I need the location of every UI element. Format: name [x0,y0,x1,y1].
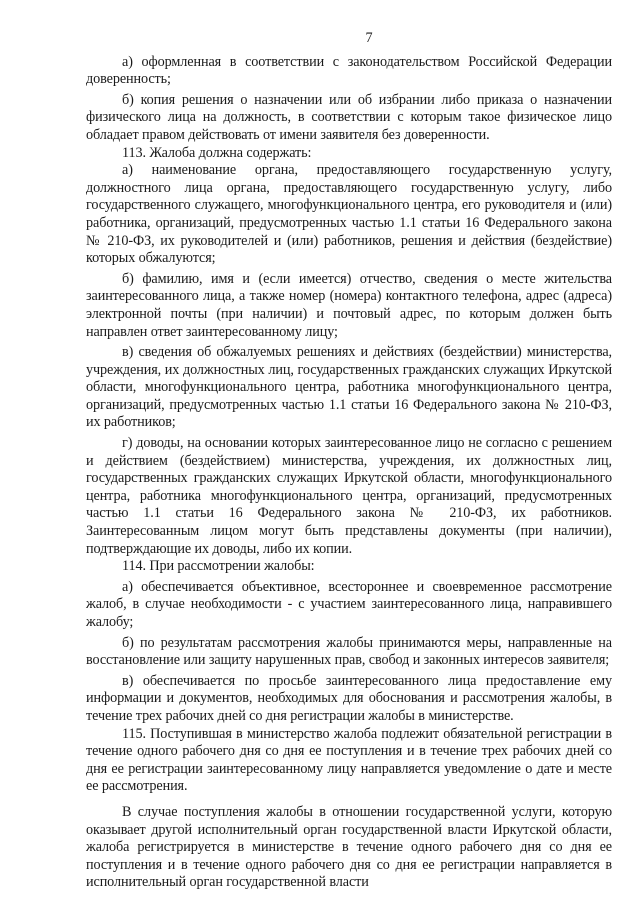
page-number: 7 [365,30,373,46]
paragraph-115: 115. Поступившая в министерство жалоба подлежит обязательной регистрации в течение одного рабочего дня со дня ее поступления и в течение трех рабочих дней со дня ее регистрации заинтересованному лицу направляется уведомление о дате и месте ее рассмотрения. [86,725,612,795]
paragraph-113-a: а) наименование органа, предоставляющего государственную услугу, должностного лица органа, предоставляющего государственную услугу, либо государственного служащего, многофункционального центра, его руководителя и (или) работника, организаций, предусмотренных частью 1.1 статьи 16 Федерального закона № 210-ФЗ, их руководителей и (или) работников, решения и действия (бездействие) которых обжалуются; [86,162,612,267]
paragraph-113-heading: 113. Жалоба должна содержать: [122,144,312,161]
paragraph-112-a: а) оформленная в соответствии с законодательством Российской Федерации доверенность; [86,53,612,88]
paragraph-113-b: б) фамилию, имя и (если имеется) отчество, сведения о месте жительства заинтересованного лица, а также номер (номера) контактного телефона, адрес (адреса) электронной почты (при наличии) и почтовый адрес, по которым должен быть направлен ответ заинтересованному лицу; [86,270,612,340]
paragraph-113-v: в) сведения об обжалуемых решениях и действиях (бездействии) министерства, учреждения, их должностных лиц, государственных гражданских служащих Иркутской области, многофункционального центра, работника многофункционального центра, организаций, предусмотренных частью 1.1 статьи 16 Федерального закона № 210-ФЗ, их работников; [86,344,612,431]
paragraph-114-a: а) обеспечивается объективное, всестороннее и своевременное рассмотрение жалоб, в случае необходимости - с участием заинтересованного лица, направившего жалобу; [86,578,612,630]
paragraph-113-g: г) доводы, на основании которых заинтересованное лицо не согласно с решением и действием (бездействием) министерства, учреждения, их должностных лиц, государственных гражданских служащих Иркутской области, многофункционального центра, работника многофункционального центра, организаций, предусмотренных частью 1.1 статьи 16 Федерального закона № 210-ФЗ, их работников. Заинтересованным лицом могут быть представлены документы (при наличии), подтверждающие их доводы, либо их копии. [86,435,612,557]
paragraph-114-heading: 114. При рассмотрении жалобы: [122,558,315,575]
paragraph-114-v: в) обеспечивается по просьбе заинтересованного лица предоставление ему информации и документов, необходимых для обоснования и рассмотрения жалобы, в течение трех рабочих дней со дня регистрации жалобы в министерстве. [86,672,612,724]
paragraph-114-b: б) по результатам рассмотрения жалобы принимаются меры, направленные на восстановление или защиту нарушенных прав, свобод и законных интересов заявителя; [86,634,612,669]
paragraph-112-b: б) копия решения о назначении или об избрании либо приказа о назначении физического лица на должность, в соответствии с которым такое физическое лицо обладает правом действовать от имени заявителя без доверенности. [86,91,612,143]
paragraph-115-continued: В случае поступления жалобы в отношении государственной услуги, которую оказывает другой исполнительный орган государственной власти Иркутской области, жалоба регистрируется в министерстве в течение одного рабочего дня со дня ее поступления и в течение одного рабочего дня со дня ее регистрации направляется в исполнительный орган государственной власти [86,803,612,891]
